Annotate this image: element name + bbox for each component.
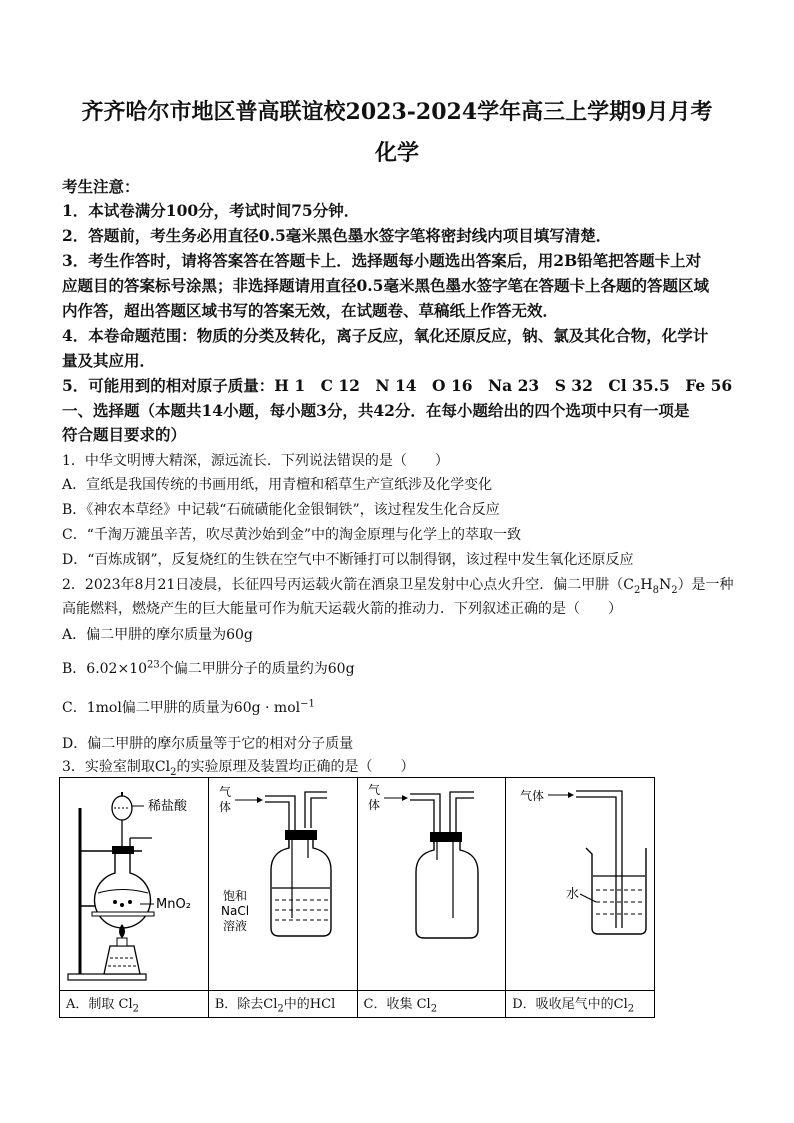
- figure-d-cell: [506, 778, 655, 991]
- caption-b: B．除去$Cl_2$中的HCl: [208, 991, 357, 1018]
- q2-stem-line2: 高能燃料，燃烧产生的巨大能量可作为航天运载火箭的推动力．下列叙述正确的是（ ）: [62, 601, 622, 617]
- q1-option-d: D．“百炼成钢”，反复烧红的生铁在空气中不断锤打可以制得钢，该过程中发生氧化还原反应: [62, 552, 634, 568]
- notice-item: 内作答，超出答题区域书写的答案无效，在试题卷、草稿纸上作答无效．: [62, 301, 559, 320]
- notice-item: 4．本卷命题范围：物质的分类及转化，离子反应，氧化还原反应，钠、氯及其化合物，化学计: [62, 326, 709, 345]
- figure-b-cell: [208, 778, 357, 991]
- gas-collection-bottle-diagram: [358, 778, 506, 986]
- label-mno2: MnO₂: [156, 897, 191, 912]
- notice-item: 1．本试卷满分100分，考试时间75分钟．: [62, 201, 360, 220]
- apparatus-table: [59, 777, 655, 1018]
- q2-option-b: B．$6.02\times 10^{23}$个偏二甲肼分子的质量约为60g: [62, 659, 355, 677]
- q1-stem: 1．中华文明博大精深，源远流长．下列说法错误的是（ ）: [62, 453, 449, 469]
- q1-option-a: A．宣纸是我国传统的书画用纸，用青檀和稻草生产宣纸涉及化学变化: [62, 477, 493, 493]
- q1-option-c: C．“千淘万漉虽辛苦，吹尽黄沙始到金”中的淘金原理与化学上的萃取一致: [62, 527, 522, 543]
- notice-item: 5．可能用到的相对原子质量：H 1 C 12 N 14 O 16 Na 23 S 32 Cl 35.5 Fe 56: [62, 376, 733, 395]
- section-heading-cont: 符合题目要求的）: [62, 425, 187, 444]
- notice-heading: 考生注意：: [62, 177, 140, 196]
- label-gas: 体: [367, 798, 380, 812]
- q2-option-a: A．偏二甲肼的摩尔质量为60g: [62, 627, 253, 643]
- caption-d: D．吸收尾气中的$Cl_2$: [506, 991, 655, 1018]
- q2-stem-line1: 2．2023年8月21日凌晨，长征四号丙运载火箭在酒泉卫星发射中心点火升空．偏二甲肼$(C_2H_8N_2)$是一种: [62, 577, 734, 596]
- notice-item: 3．考生作答时，请将答案答在答题卡上．选择题每小题选出答案后，用2B铅笔把答题卡上对: [62, 251, 702, 270]
- chlorine-generator-diagram: [60, 778, 208, 986]
- notice-item: 应题目的答案标号涂黑；非选择题请用直径0.5毫米黑色墨水签字笔在答题卡上各题的答题区域: [62, 276, 709, 295]
- notice-item: 2．答题前，考生务必用直径0.5毫米黑色墨水签字笔将密封线内项目填写清楚．: [62, 226, 612, 245]
- section-heading: 一、选择题（本题共14小题，每小题3分，共42分．在每小题给出的四个选项中只有一项是: [62, 401, 690, 420]
- label-dilute-hcl: 稀盐酸: [148, 799, 188, 814]
- label-water: 水: [566, 887, 580, 902]
- notice-item: 量及其应用．: [62, 351, 156, 370]
- subject-title: 化学: [374, 140, 419, 166]
- label-gas: 气: [367, 783, 380, 797]
- figure-c-cell: [357, 778, 506, 991]
- label-nacl: 溶液: [222, 919, 247, 933]
- q2-option-d: D．偏二甲肼的摩尔质量等于它的相对分子质量: [62, 736, 354, 752]
- caption-c: C．收集 $Cl_2$: [357, 991, 506, 1018]
- label-nacl: 饱和: [222, 889, 247, 903]
- figure-a-cell: [60, 778, 209, 991]
- q1-option-b: B．《神农本草经》中记载“石硫磺能化金银铜铁”，该过程发生化合反应: [62, 502, 500, 518]
- exam-title: 齐齐哈尔市地区普高联谊校2023-2024学年高三上学期9月月考: [81, 99, 713, 125]
- tail-gas-absorption-diagram: [506, 778, 654, 986]
- label-nacl: NaCl: [220, 904, 249, 918]
- label-gas: 体: [218, 800, 231, 814]
- label-gas: 气体: [520, 789, 545, 803]
- gas-washing-bottle-diagram: [209, 778, 357, 986]
- q3-stem: 3．实验室制取$Cl_2$的实验原理及装置均正确的是（ ）: [62, 759, 415, 778]
- caption-a: A．制取 $Cl_2$: [60, 991, 209, 1018]
- label-gas: 气: [218, 785, 231, 799]
- q2-option-c: C．1mol偏二甲肼的质量为60g · mol$^{-1}$: [62, 698, 315, 716]
